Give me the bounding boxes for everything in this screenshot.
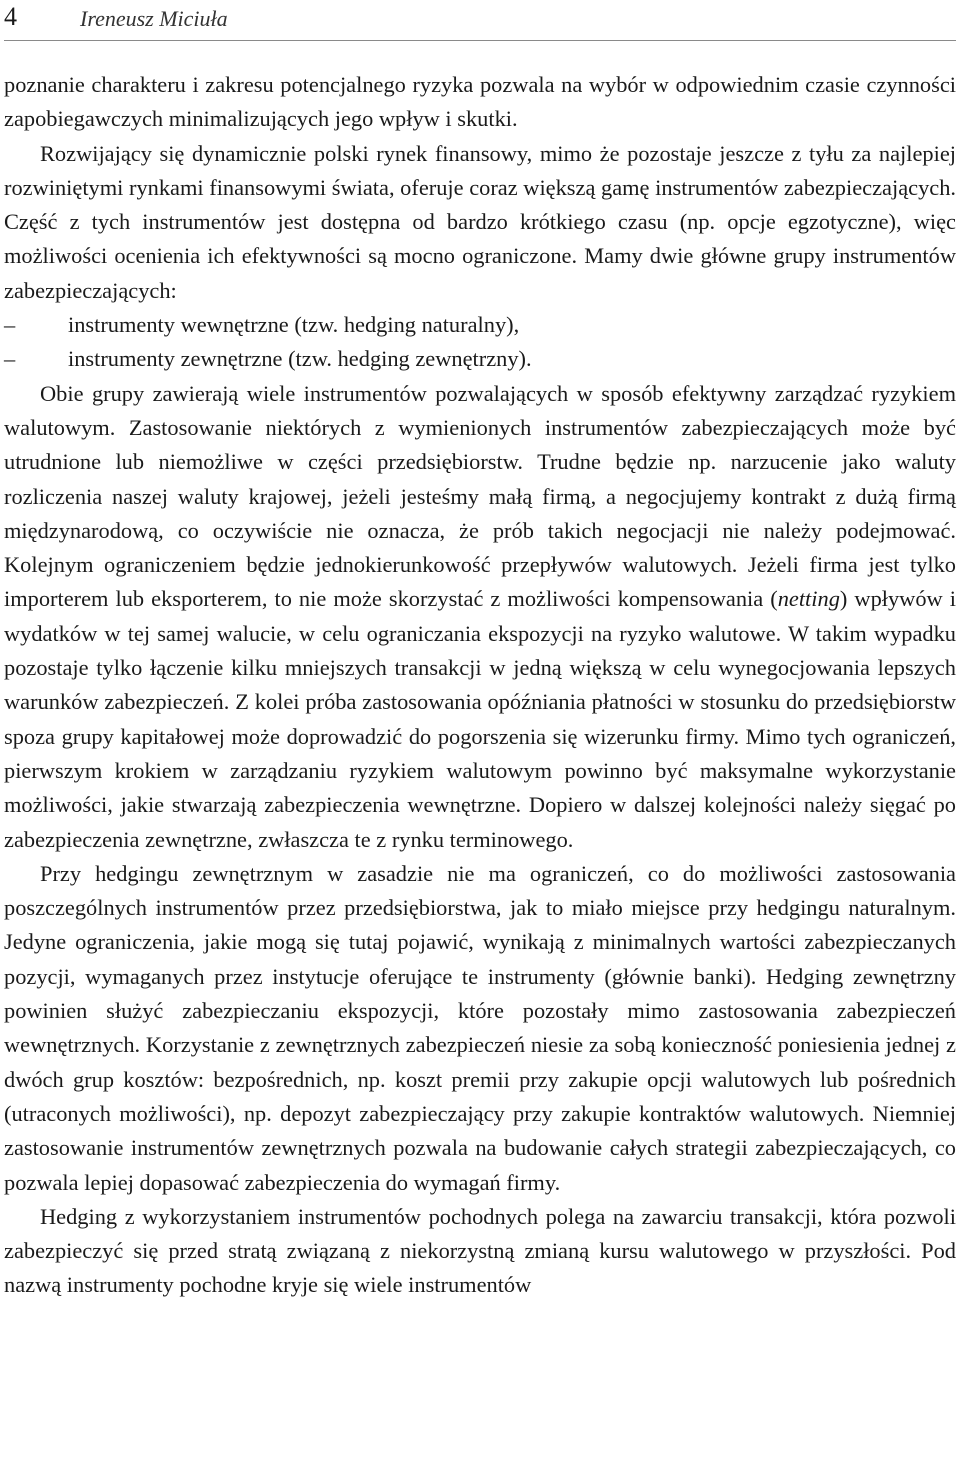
- paragraph-5: Hedging z wykorzystaniem instrumentów pochodnych polega na zawarciu transakcji, która pozwoli zabezpieczyć się przed stratą związaną z niekorzystną zmianą kursu walutowego w przyszłości. Pod nazwą instrumenty pochodne kryje się wiele instrumentów: [4, 1203, 956, 1298]
- body-text: [4, 68, 956, 1303]
- list-item-text: instrumenty wewnętrzne (tzw. hedging naturalny),: [68, 312, 520, 338]
- paragraph-3-part-b: ) wpływów i wydatków w tej samej walucie, w celu ograniczania ekspozycji na ryzyko walutowe. W takim wypadku pozostaje tylko łączenie kilku mniejszych transakcji w jedną większą w celu wynegocjowania lepszych warunków zabezpieczeń. Z kolei próba zastosowania opóźniania płatności w stosunku do przedsiębiorstw spoza grupy kapitałowej może doprowadzić do pogorszenia się wizerunku firmy. Mimo tych ograniczeń, pierwszym krokiem w zarządzaniu ryzykiem walutowym powinno być maksymalne wykorzystanie możliwości, jakie stwarzają zabezpieczenia wewnętrzne. Dopiero w dalszej kolejności należy sięgać po zabezpieczenia zewnętrzne, zwłaszcza te z rynku terminowego.: [4, 586, 956, 852]
- netting-term: netting: [777, 586, 840, 612]
- paragraph-4: Przy hedgingu zewnętrznym w zasadzie nie ma ograniczeń, co do możliwości zastosowania poszczególnych instrumentów przez przedsiębiorstwa, jak to miało miejsce przy hedgingu naturalnym. Jedyne ograniczenia, jakie mogą się tutaj pojawić, wynikają z minimalnych wartości zabezpieczanych pozycji, wymaganych przez instytucje oferujące te instrumenty (głównie banki). Hedging zewnętrzny powinien służyć zabezpieczaniu ekspozycji, które pozostały mimo zastosowania zabezpieczeń wewnętrznych. Korzystanie z zewnętrznych zabezpieczeń niesie za sobą konieczność poniesienia jednej z dwóch grup kosztów: bezpośrednich, np. koszt premii przy zakupie opcji walutowych lub pośrednich (utraconych możliwości), np. depozyt zabezpieczający przy zakupie kontraktów walutowych. Niemniej zastosowanie instrumentów zewnętrznych pozwala na budowanie całych strategii zabezpieczających, co pozwala lepiej dopasować zabezpieczenia do wymagań firmy.: [4, 860, 956, 1195]
- page-number: 4: [4, 2, 17, 31]
- list-item: [4, 308, 956, 342]
- list-dash: –: [4, 312, 16, 338]
- paragraph-2: Rozwijający się dynamicznie polski rynek finansowy, mimo że pozostaje jeszcze z tyłu za najlepiej rozwiniętymi rynkami finansowymi świata, oferuje coraz większą gamę instrumentów zabezpieczających. Część z tych instrumentów jest dostępna od bardzo krótkiego czasu (np. opcje egzotyczne), więc możliwości ocenienia ich efektywności są mocno ograniczone. Mamy dwie główne grupy instrumentów zabezpieczających:: [4, 140, 956, 303]
- paragraph-3: [4, 377, 956, 857]
- paragraph-1: poznanie charakteru i zakresu potencjalnego ryzyka pozwala na wybór w odpowiednim czasie czynności zapobiegawczych minimalizujących jego wpływ i skutki.: [4, 72, 956, 132]
- instrument-groups-list: [4, 308, 956, 377]
- running-header: [4, 0, 956, 41]
- list-item-text: instrumenty zewnętrzne (tzw. hedging zewnętrzny).: [68, 346, 532, 372]
- list-item: [4, 342, 956, 376]
- running-head-author: Ireneusz Miciuła: [80, 6, 228, 31]
- paragraph-3-part-a: Obie grupy zawierają wiele instrumentów pozwalających w sposób efektywny zarządzać ryzykiem walutowym. Zastosowanie niektórych z wymienionych instrumentów zabezpieczających może być utrudnione lub niemożliwe w części przedsiębiorstw. Trudne będzie np. narzucenie jako waluty rozliczenia naszej waluty krajowej, jeżeli jesteśmy małą firmą, a negocjujemy kontrakt z dużą firmą międzynarodową, co oczywiście nie oznacza, że prób takich negocjacji nie należy podejmować. Kolejnym ograniczeniem będzie jednokierunkowość przepływów walutowych. Jeżeli firma jest tylko importerem lub eksporterem, to nie może skorzystać z możliwości kompensowania (: [4, 380, 956, 612]
- list-dash: –: [4, 346, 16, 372]
